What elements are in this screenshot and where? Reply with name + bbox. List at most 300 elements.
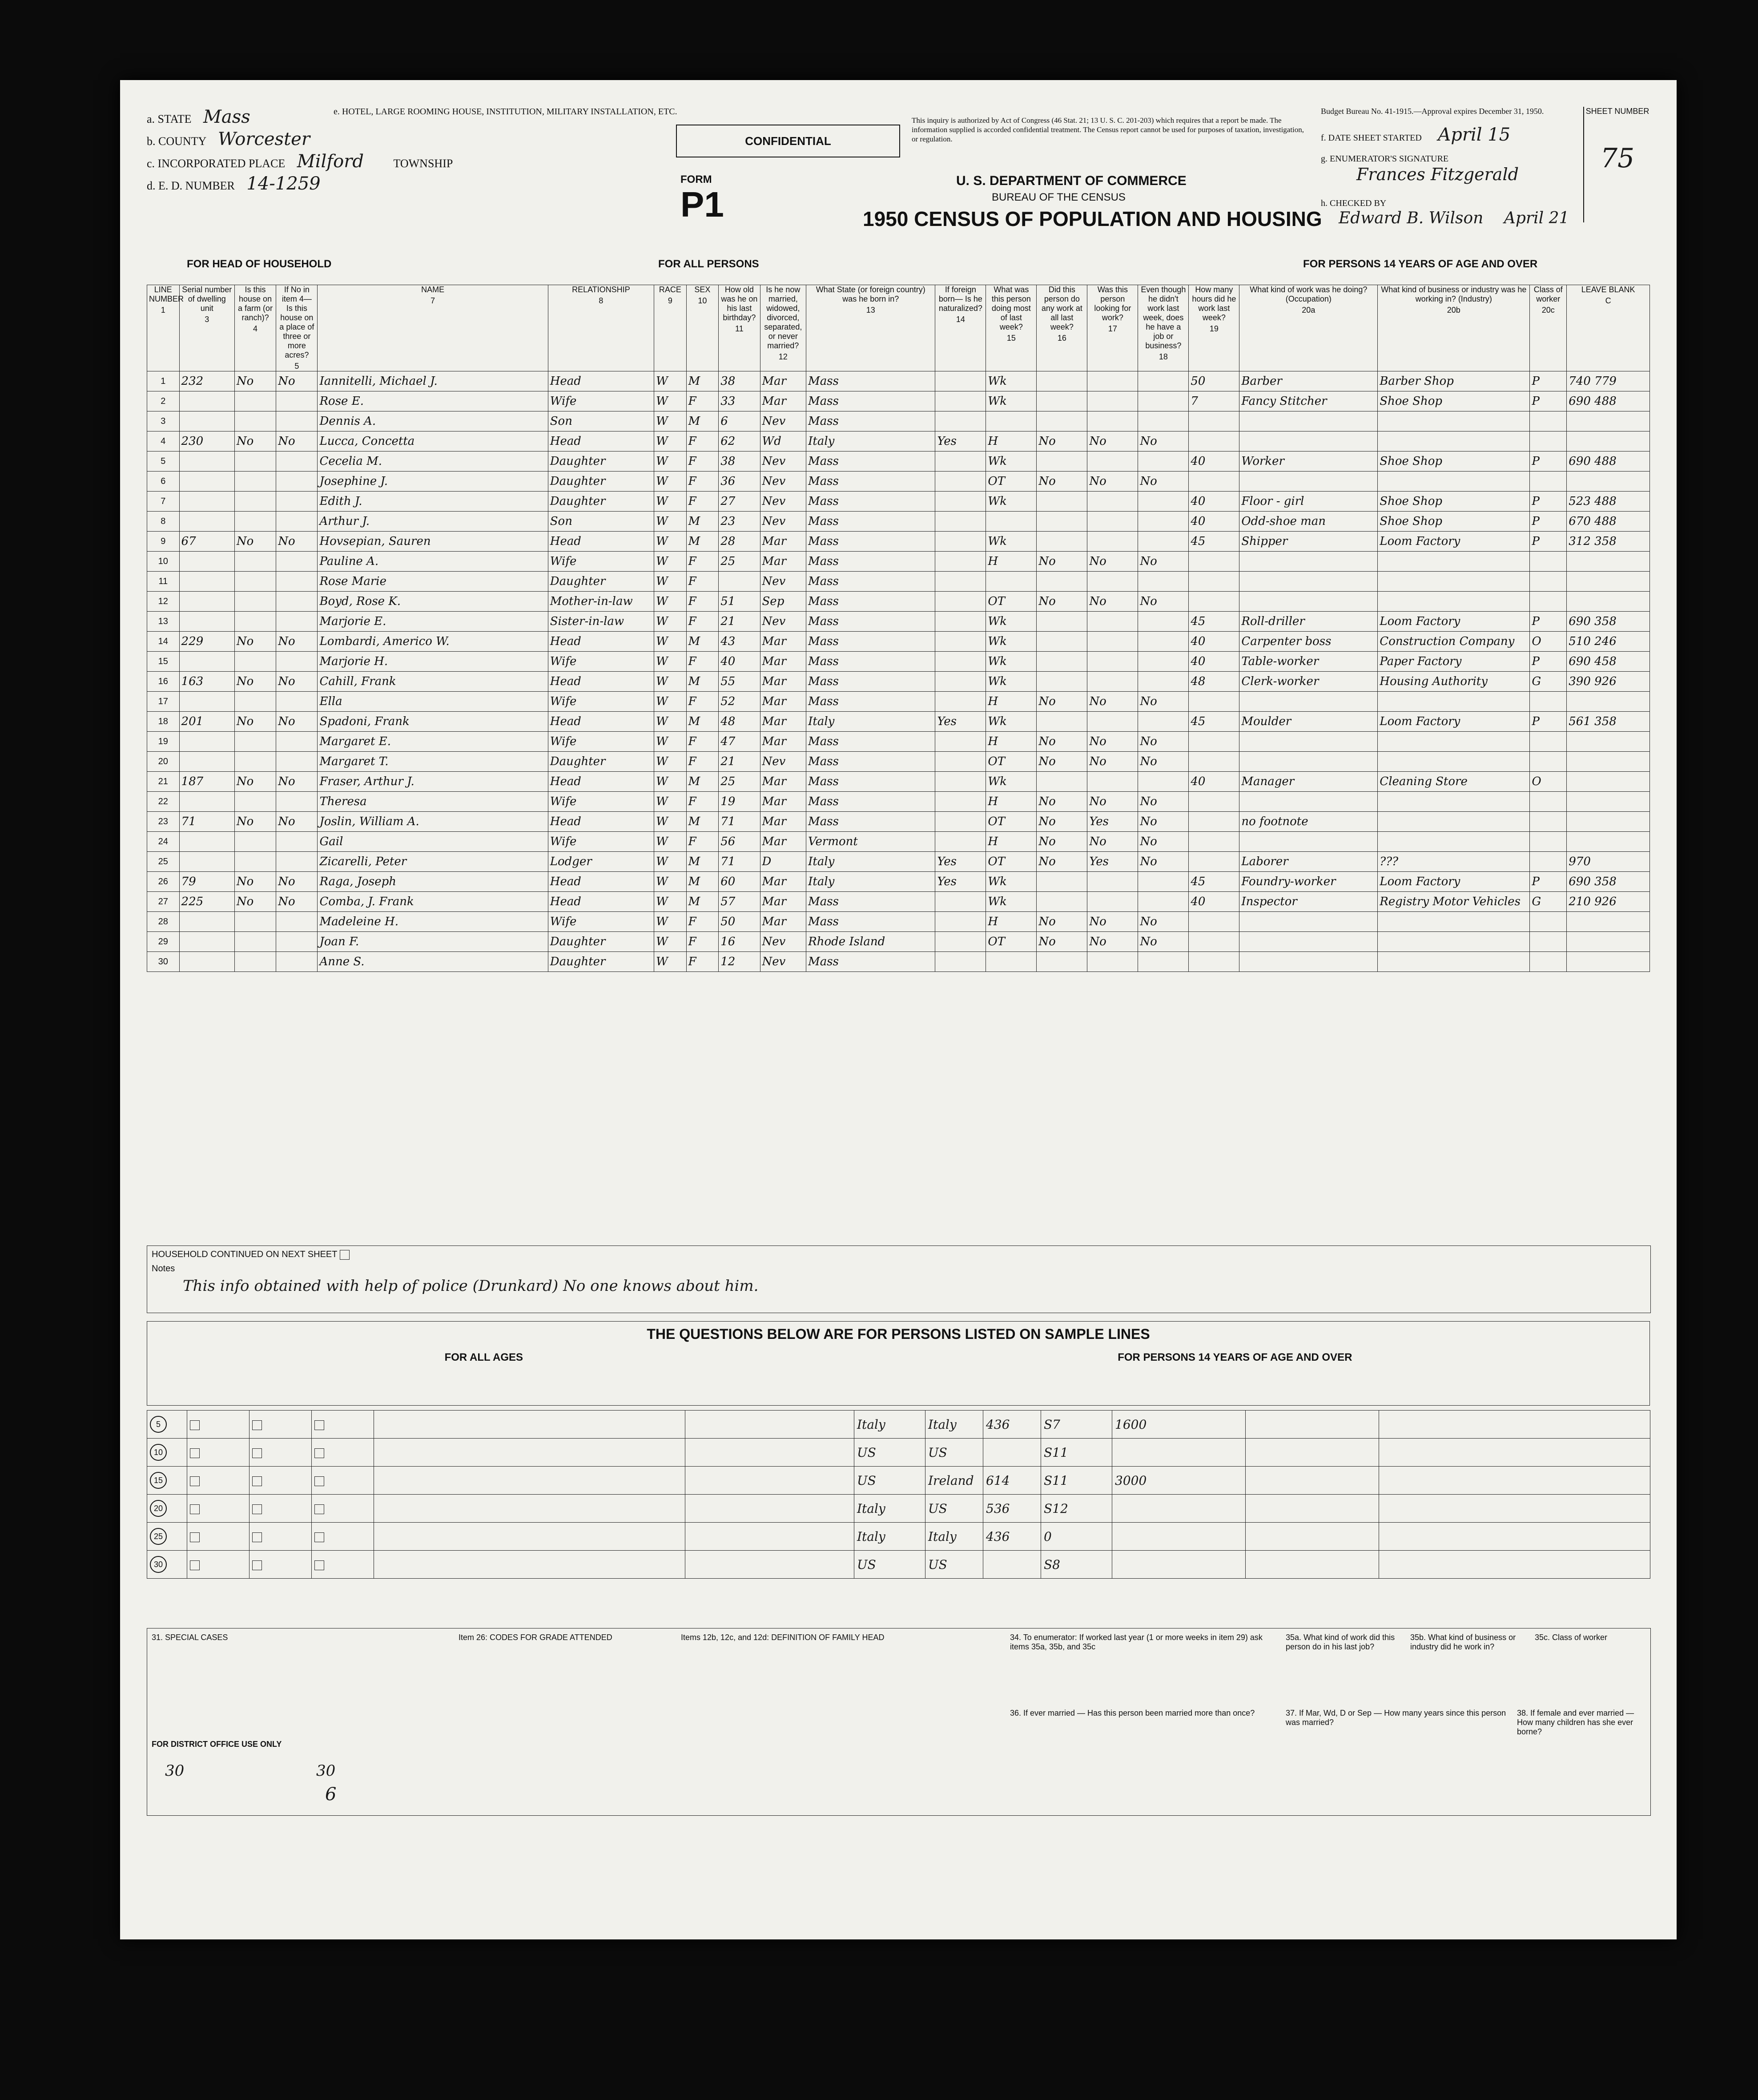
sample-cell — [1379, 1411, 1650, 1439]
cell-occ: Odd-shoe man — [1239, 512, 1378, 532]
column-label: RACE — [659, 285, 681, 294]
cell-mar: Nev — [760, 411, 806, 431]
cell-sex: F — [686, 431, 719, 451]
sample-row — [147, 1467, 1650, 1495]
cell-look: No — [1087, 431, 1138, 451]
column-number: 20a — [1302, 306, 1315, 314]
cell-code — [1567, 592, 1650, 612]
cell-race: W — [654, 792, 687, 812]
cell-age: 23 — [719, 512, 760, 532]
cell-mar: Mar — [760, 812, 806, 832]
sample-cell-mother — [925, 1551, 983, 1579]
cell-look: Yes — [1087, 852, 1138, 872]
cell-race: W — [654, 752, 687, 772]
cell-code — [1567, 431, 1650, 451]
cell-work: No — [1037, 552, 1087, 572]
checkbox[interactable] — [252, 1504, 262, 1514]
cell-birth: Mass — [806, 912, 935, 932]
cell-farm — [234, 512, 276, 532]
cell-rel: Son — [548, 411, 654, 431]
cell-act: Wk — [986, 652, 1037, 672]
cell-nat — [935, 932, 986, 952]
cell-job: No — [1138, 692, 1189, 712]
cell-serial — [179, 732, 234, 752]
cell-nat — [935, 411, 986, 431]
sample-cell — [1379, 1551, 1650, 1579]
cell-job — [1138, 952, 1189, 972]
cell-name: Zicarelli, Peter — [318, 852, 548, 872]
table-row — [147, 692, 1650, 712]
cell-occ: Manager — [1239, 772, 1378, 792]
cell-sex: M — [686, 411, 719, 431]
cell-act: OT — [986, 932, 1037, 952]
cell-age: 36 — [719, 472, 760, 492]
cell-serial — [179, 692, 234, 712]
cell-age: 48 — [719, 712, 760, 732]
checkbox[interactable] — [190, 1504, 200, 1514]
cell-occ — [1239, 952, 1378, 972]
cell-rel: Wife — [548, 732, 654, 752]
sample-cell — [1246, 1495, 1379, 1523]
cell-race: W — [654, 612, 687, 632]
cell-nat — [935, 391, 986, 411]
cell-look — [1087, 892, 1138, 912]
cell-job: No — [1138, 912, 1189, 932]
cell-race: W — [654, 812, 687, 832]
table-row — [147, 732, 1650, 752]
sample-cell — [685, 1411, 854, 1439]
cell-code: 690 358 — [1567, 612, 1650, 632]
sample-cell — [1246, 1551, 1379, 1579]
enumerator-label: g. ENUMERATOR'S SIGNATURE — [1321, 154, 1449, 164]
cell-rel: Head — [548, 672, 654, 692]
notes-text: This info obtained with help of police (Drunkard) No one knows about him. — [183, 1277, 759, 1295]
cell-line: 19 — [147, 732, 180, 752]
cell-line: 9 — [147, 532, 180, 552]
table-row — [147, 371, 1650, 391]
checked-by-value: Edward B. Wilson — [1339, 209, 1484, 227]
cell-birth: Mass — [806, 472, 935, 492]
question-35a: 35a. What kind of work did this person do in his last job? — [1286, 1633, 1395, 1651]
cell-act: H — [986, 792, 1037, 812]
cell-farm — [234, 752, 276, 772]
sample-cell — [312, 1467, 374, 1495]
cell-acres — [276, 391, 318, 411]
cell-ind: Shoe Shop — [1378, 492, 1530, 512]
cell-acres: No — [276, 872, 318, 892]
cell-farm — [234, 732, 276, 752]
cell-hours: 48 — [1189, 672, 1239, 692]
sample-cell — [685, 1439, 854, 1467]
cell-ind — [1378, 472, 1530, 492]
cell-race: W — [654, 772, 687, 792]
cell-farm: No — [234, 431, 276, 451]
cell-sex: M — [686, 371, 719, 391]
sample-father: US — [857, 1473, 876, 1488]
cell-line: 5 — [147, 451, 180, 472]
sample-cell-father — [854, 1551, 925, 1579]
sample-cell — [374, 1523, 685, 1551]
cell-mar: Mar — [760, 672, 806, 692]
cell-acres: No — [276, 532, 318, 552]
cell-work: No — [1037, 832, 1087, 852]
sample-cell — [249, 1495, 312, 1523]
sample-questions-header — [147, 1321, 1650, 1406]
cell-race: W — [654, 492, 687, 512]
cell-act: OT — [986, 812, 1037, 832]
sample-cell — [685, 1495, 854, 1523]
cell-work: No — [1037, 792, 1087, 812]
cell-mar: Mar — [760, 391, 806, 411]
cell-occ — [1239, 692, 1378, 712]
cell-ind — [1378, 411, 1530, 431]
column-number: 10 — [698, 296, 707, 305]
cell-farm: No — [234, 812, 276, 832]
cell-acres — [276, 612, 318, 632]
cell-nat: Yes — [935, 431, 986, 451]
cell-hours — [1189, 852, 1239, 872]
column-number: 17 — [1108, 324, 1117, 333]
column-header-20c — [1530, 285, 1567, 371]
cell-birth: Mass — [806, 592, 935, 612]
cell-age: 38 — [719, 451, 760, 472]
cell-job: No — [1138, 932, 1189, 952]
county-field — [147, 129, 310, 149]
cell-farm — [234, 692, 276, 712]
cell-act: Wk — [986, 391, 1037, 411]
cell-hours — [1189, 552, 1239, 572]
cell-acres: No — [276, 672, 318, 692]
cell-name: Madeleine H. — [318, 912, 548, 932]
cell-hours — [1189, 692, 1239, 712]
sample-cell — [187, 1411, 249, 1439]
cell-cls: P — [1530, 872, 1567, 892]
cell-name: Cecelia M. — [318, 451, 548, 472]
cell-job — [1138, 872, 1189, 892]
sample-mother: US — [928, 1445, 947, 1460]
cell-act: Wk — [986, 632, 1037, 652]
ed-field — [147, 173, 321, 194]
sample-line: 25 — [150, 1528, 167, 1545]
cell-code: 312 358 — [1567, 532, 1650, 552]
cell-occ: Shipper — [1239, 532, 1378, 552]
table-row — [147, 752, 1650, 772]
cell-line: 26 — [147, 872, 180, 892]
column-number: 1 — [161, 306, 165, 314]
sample-grade: S8 — [1044, 1557, 1060, 1572]
cell-act: Wk — [986, 712, 1037, 732]
cell-sex: M — [686, 532, 719, 552]
cell-hours — [1189, 431, 1239, 451]
cell-acres — [276, 411, 318, 431]
checkbox[interactable] — [252, 1448, 262, 1458]
cell-hours — [1189, 912, 1239, 932]
footer-instructions — [147, 1628, 1651, 1816]
continued-checkbox[interactable] — [340, 1250, 350, 1260]
cell-mar: Nev — [760, 752, 806, 772]
cell-serial: 79 — [179, 872, 234, 892]
column-label: If No in item 4— Is this house on a place of three or more acres? — [279, 285, 314, 359]
checkbox[interactable] — [190, 1532, 200, 1542]
cell-ind — [1378, 912, 1530, 932]
column-header-8 — [548, 285, 654, 371]
cell-serial — [179, 652, 234, 672]
cell-sex: F — [686, 832, 719, 852]
question-34: 34. To enumerator: If worked last year (1 or more weeks in item 29) ask items 35a, 35b, and 35c — [1010, 1633, 1263, 1651]
checkbox[interactable] — [314, 1420, 324, 1430]
sample-cell-mother — [925, 1439, 983, 1467]
cell-cls: P — [1530, 391, 1567, 411]
column-number: 20c — [1541, 306, 1555, 314]
cell-birth: Mass — [806, 612, 935, 632]
checkbox[interactable] — [314, 1448, 324, 1458]
sample-title: THE QUESTIONS BELOW ARE FOR PERSONS LISTED ON SAMPLE LINES — [647, 1326, 1150, 1342]
cell-work — [1037, 632, 1087, 652]
sample-cell-income — [1112, 1523, 1246, 1551]
sample-cell — [312, 1411, 374, 1439]
cell-cls — [1530, 692, 1567, 712]
sample-cell — [1379, 1523, 1650, 1551]
cell-birth: Mass — [806, 952, 935, 972]
cell-serial: 232 — [179, 371, 234, 391]
sample-cell-line — [147, 1495, 187, 1523]
cell-nat — [935, 612, 986, 632]
cell-acres: No — [276, 371, 318, 391]
sample-cell-code — [983, 1411, 1041, 1439]
cell-sex: F — [686, 492, 719, 512]
cell-line: 3 — [147, 411, 180, 431]
cell-acres — [276, 472, 318, 492]
cell-name: Dennis A. — [318, 411, 548, 431]
grade-codes: Item 26: CODES FOR GRADE ATTENDED — [459, 1633, 612, 1642]
cell-hours — [1189, 832, 1239, 852]
cell-race: W — [654, 652, 687, 672]
section-persons-14: FOR PERSONS 14 YEARS OF AGE AND OVER — [1303, 258, 1538, 270]
column-header-12 — [760, 285, 806, 371]
county-label: b. COUNTY — [147, 135, 206, 148]
checkbox[interactable] — [190, 1448, 200, 1458]
cell-job — [1138, 612, 1189, 632]
checkbox[interactable] — [314, 1560, 324, 1570]
cell-rel: Daughter — [548, 572, 654, 592]
sample-cell — [685, 1467, 854, 1495]
cell-occ: Clerk-worker — [1239, 672, 1378, 692]
cell-act: Wk — [986, 672, 1037, 692]
cell-work — [1037, 652, 1087, 672]
cell-age: 6 — [719, 411, 760, 431]
form-id: P1 — [680, 185, 724, 224]
cell-sex: M — [686, 852, 719, 872]
cell-act: Wk — [986, 492, 1037, 512]
cell-nat — [935, 752, 986, 772]
sample-father: Italy — [857, 1529, 885, 1544]
cell-cls — [1530, 431, 1567, 451]
cell-sex: F — [686, 592, 719, 612]
checkbox[interactable] — [190, 1560, 200, 1570]
place-value: Milford — [297, 151, 364, 172]
cell-code — [1567, 912, 1650, 932]
township-label: TOWNSHIP — [393, 157, 453, 170]
cell-look — [1087, 532, 1138, 552]
table-row — [147, 712, 1650, 732]
cell-rel: Daughter — [548, 492, 654, 512]
checkbox[interactable] — [252, 1532, 262, 1542]
population-rows — [147, 371, 1650, 972]
cell-serial: 225 — [179, 892, 234, 912]
cell-nat — [935, 792, 986, 812]
cell-line: 15 — [147, 652, 180, 672]
cell-farm — [234, 932, 276, 952]
cell-look: No — [1087, 832, 1138, 852]
cell-birth: Mass — [806, 792, 935, 812]
column-label: LINE NUMBER — [149, 285, 184, 303]
cell-job — [1138, 492, 1189, 512]
table-row — [147, 872, 1650, 892]
cell-ind — [1378, 832, 1530, 852]
cell-sex: F — [686, 752, 719, 772]
column-header-11 — [719, 285, 760, 371]
cell-ind: Paper Factory — [1378, 652, 1530, 672]
cell-line: 25 — [147, 852, 180, 872]
cell-look: No — [1087, 932, 1138, 952]
cell-age: 25 — [719, 772, 760, 792]
cell-cls — [1530, 752, 1567, 772]
cell-work — [1037, 872, 1087, 892]
sample-father: US — [857, 1557, 876, 1572]
sample-cell-mother — [925, 1411, 983, 1439]
cell-hours: 45 — [1189, 872, 1239, 892]
checkbox[interactable] — [252, 1420, 262, 1430]
cell-acres: No — [276, 712, 318, 732]
cell-ind: Housing Authority — [1378, 672, 1530, 692]
cell-rel: Head — [548, 431, 654, 451]
column-label: What State (or foreign country) was he born in? — [816, 285, 925, 303]
column-label: Even though he didn't work last week, does he have a job or business? — [1141, 285, 1186, 350]
cell-farm — [234, 391, 276, 411]
column-header-1 — [147, 285, 184, 371]
checkbox[interactable] — [252, 1560, 262, 1570]
cell-code: 970 — [1567, 852, 1650, 872]
cell-act: OT — [986, 852, 1037, 872]
cell-serial — [179, 752, 234, 772]
cell-mar: Mar — [760, 892, 806, 912]
cell-rel: Head — [548, 872, 654, 892]
continued-label — [152, 1250, 351, 1260]
cell-line: 27 — [147, 892, 180, 912]
cell-name: Lucca, Concetta — [318, 431, 548, 451]
cell-hours: 50 — [1189, 371, 1239, 391]
checkbox[interactable] — [252, 1476, 262, 1486]
cell-age: 25 — [719, 552, 760, 572]
cell-code: 670 488 — [1567, 512, 1650, 532]
checkbox[interactable] — [314, 1476, 324, 1486]
cell-farm — [234, 451, 276, 472]
cell-occ — [1239, 431, 1378, 451]
cell-ind — [1378, 752, 1530, 772]
checkbox[interactable] — [314, 1532, 324, 1542]
checkbox[interactable] — [190, 1420, 200, 1430]
sample-cell-mother — [925, 1523, 983, 1551]
cell-birth: Mass — [806, 451, 935, 472]
state-value: Mass — [203, 107, 250, 127]
cell-acres — [276, 852, 318, 872]
cell-sex: F — [686, 652, 719, 672]
cell-ind: Loom Factory — [1378, 872, 1530, 892]
cell-race: W — [654, 932, 687, 952]
cell-race: W — [654, 431, 687, 451]
cell-name: Arthur J. — [318, 512, 548, 532]
district-office-label: FOR DISTRICT OFFICE USE ONLY — [152, 1740, 282, 1749]
cell-age: 47 — [719, 732, 760, 752]
cell-occ — [1239, 411, 1378, 431]
cell-line: 20 — [147, 752, 180, 772]
cell-farm — [234, 952, 276, 972]
sample-cell-code — [983, 1495, 1041, 1523]
checkbox[interactable] — [314, 1504, 324, 1514]
cell-name: Theresa — [318, 792, 548, 812]
cell-nat — [935, 892, 986, 912]
cell-occ — [1239, 732, 1378, 752]
cell-birth: Mass — [806, 492, 935, 512]
cell-nat — [935, 772, 986, 792]
cell-birth: Mass — [806, 552, 935, 572]
cell-hours — [1189, 952, 1239, 972]
cell-code: 690 458 — [1567, 652, 1650, 672]
cell-race: W — [654, 552, 687, 572]
cell-rel: Sister-in-law — [548, 612, 654, 632]
cell-nat: Yes — [935, 852, 986, 872]
cell-job — [1138, 892, 1189, 912]
sample-grade: 0 — [1044, 1529, 1052, 1544]
cell-ind: Shoe Shop — [1378, 391, 1530, 411]
cell-cls — [1530, 572, 1567, 592]
column-number: 5 — [294, 362, 299, 371]
cell-rel: Wife — [548, 652, 654, 672]
checkbox[interactable] — [190, 1476, 200, 1486]
sample-cell-father — [854, 1467, 925, 1495]
cell-act: Wk — [986, 371, 1037, 391]
cell-occ: Table-worker — [1239, 652, 1378, 672]
bureau: BUREAU OF THE CENSUS — [992, 191, 1126, 203]
cell-name: Fraser, Arthur J. — [318, 772, 548, 792]
cell-acres — [276, 752, 318, 772]
sample-line: 10 — [150, 1444, 167, 1461]
sample-row — [147, 1439, 1650, 1467]
cell-ind: Shoe Shop — [1378, 512, 1530, 532]
cell-sex: M — [686, 772, 719, 792]
cell-ind — [1378, 572, 1530, 592]
cell-serial — [179, 792, 234, 812]
cell-job — [1138, 411, 1189, 431]
cell-birth: Italy — [806, 431, 935, 451]
cell-job — [1138, 772, 1189, 792]
cell-race: W — [654, 371, 687, 391]
cell-farm — [234, 552, 276, 572]
cell-farm — [234, 792, 276, 812]
cell-mar: Mar — [760, 632, 806, 652]
special-cases: 31. SPECIAL CASES — [152, 1633, 228, 1642]
cell-serial — [179, 572, 234, 592]
cell-job: No — [1138, 431, 1189, 451]
cell-job — [1138, 512, 1189, 532]
cell-acres — [276, 912, 318, 932]
table-row — [147, 772, 1650, 792]
sample-cell — [187, 1467, 249, 1495]
section-all-persons: FOR ALL PERSONS — [658, 258, 759, 270]
cell-nat — [935, 472, 986, 492]
sample-cell-grade — [1041, 1467, 1112, 1495]
cell-age: 71 — [719, 812, 760, 832]
